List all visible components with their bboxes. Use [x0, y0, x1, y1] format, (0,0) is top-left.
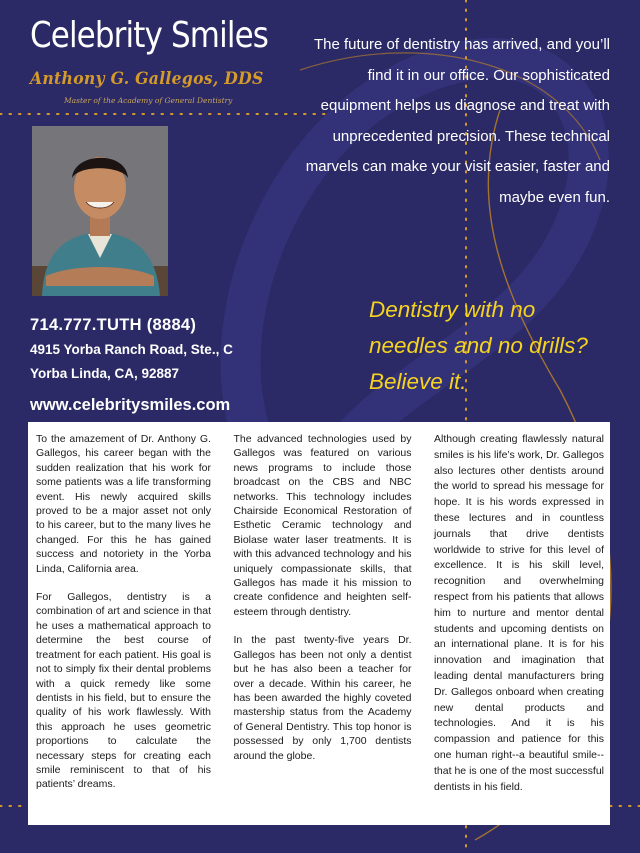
doctor-subtitle: Master of the Academy of General Dentistry [64, 96, 233, 105]
doctor-portrait-image [32, 126, 168, 296]
article-body [28, 422, 610, 825]
website-link[interactable]: www.celebritysmiles.com [30, 396, 231, 414]
intro-text: The future of dentistry has arrived, and you’ll find it in our office. Our sophisticated equipment helps us diagnose and treat with unprecedented precision. These technical marvels can make your visit easier, faster and maybe even fun. [305, 36, 610, 206]
article-column-3 [434, 432, 604, 825]
address-line-1: 4915 Yorba Ranch Road, Ste., C [30, 342, 233, 357]
tagline [369, 292, 588, 400]
article-column-2 [234, 432, 412, 825]
doctor-name: Anthony G. Gallegos, DDS [30, 69, 264, 89]
phone-number: 714.777.TUTH (8884) [30, 316, 197, 334]
article-paragraph: The advanced technologies used by Gallegos was featured on various news programs to include those broadcast on the CBS and NBC networks. This technology includes Chairside Economical Restoration of Esthetic Ceramic technology and Biolase water laser treatments. It is with this advanced technology and his uniquely compassionate skills, that Gallegos has made it his mission to create confidence and heighten self-esteem through dentistry. [233, 433, 412, 618]
page-title: Celebrity Smiles [30, 15, 269, 56]
article-paragraph: Although creating flawlessly natural smiles is his life’s work, Dr. Gallegos also lectures other dentists around the world to spread his message for hope. It is his words expressed in these lectures and in countless journals that drive dentists worldwide to strive for this level of excellence. It is his skill level, recognition and overwhelming respect from his patients that allows him to nurture and mentor dental students and upcoming dentists on an international plane. It is for his innovation and imagination that leading dental manufacturers bring Dr. Gallegos onboard when creating new dental products and technologies. And it is his compassion and patience for this one human right--a beautiful smile--that he is one of the most successful dentists in his field. [434, 433, 604, 793]
tagline-line-2: needles and no drills? [369, 333, 588, 358]
doctor-photo [32, 126, 168, 296]
article-paragraph: In the past twenty-five years Dr. Gallegos has been not only a dentist but he has also been a teacher for over a decade. Within his career, he has been awarded the highly coveted mastership status from the Academy of General Dentistry. This top honor is possessed by only 1,700 dentists around the globe. [233, 634, 412, 762]
article-column-1 [36, 432, 211, 825]
tagline-line-1: Dentistry with no [369, 297, 536, 322]
contact-info [30, 312, 233, 418]
tagline-line-3: Believe it. [369, 369, 467, 394]
address-line-2: Yorba Linda, CA, 92887 [30, 366, 180, 381]
article-paragraph: For Gallegos, dentistry is a combination of art and science in that he uses a mathematical approach to determine the best course of treatment for each patient. His goal is not to simply fix their dental problems with a quick remedy like some dentists in his field, but to ensure the quality of his work flawlessly. With this approach he uses geometric proportions to calculate the necessary steps for creating each smile reminiscent to that of his patients’ dreams. [36, 591, 211, 791]
article-paragraph: To the amazement of Dr. Anthony G. Gallegos, his career began with the sudden realization that his work for some patients was a life transforming event. His newly acquired skills proved to be a major asset not only to his career, but to the many lives he changed. For this he has gained success and notoriety in the Yorba Linda, California area. [36, 433, 211, 575]
